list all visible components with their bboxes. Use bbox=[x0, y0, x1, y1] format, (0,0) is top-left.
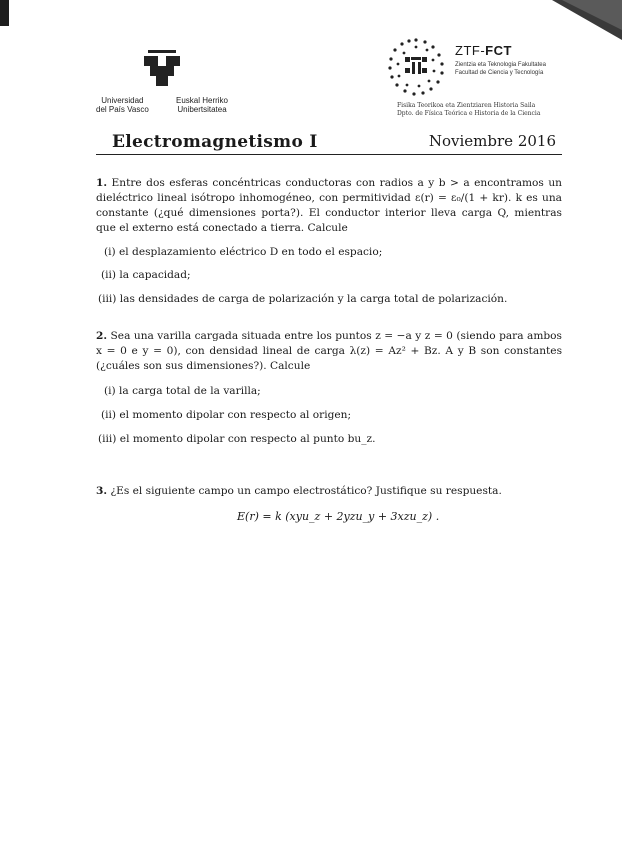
university-name-es: Universidad del País Vasco bbox=[96, 96, 149, 114]
exam-date: Noviembre 2016 bbox=[428, 132, 556, 150]
problem-2-item: (ii) el momento dipolar con respecto al origen; bbox=[101, 409, 352, 421]
problem-2-item: (iii) el momento dipolar con respecto al punto bu_z. bbox=[98, 433, 376, 445]
problem-1 bbox=[96, 176, 562, 236]
department-name-eu: Fisika Teorikoa eta Zientziaren Historia Saila bbox=[397, 102, 536, 109]
upv-ehu-logo bbox=[96, 50, 228, 114]
faculty-acronym: ZTF-FCT bbox=[455, 43, 512, 58]
problem-2-item: (i) la carga total de la varilla; bbox=[104, 385, 261, 397]
problem-statement: Sea una varilla cargada situada entre los puntos z = −a y z = 0 (siendo para ambos x = 0 e y = 0), con densidad lineal de carga λ(z) = Az² + Bz. A y B son constantes (¿cuáles son sus dimensiones?). Calcule bbox=[96, 330, 562, 372]
problem-1-item: (iii) las densidades de carga de polarización y la carga total de polarización. bbox=[98, 293, 508, 305]
problem-2 bbox=[96, 329, 562, 374]
problem-statement: ¿Es el siguiente campo un campo electrostático? Justifique su respuesta. bbox=[110, 485, 502, 497]
department-name-es: Dpto. de Física Teórica e Historia de la Ciencia bbox=[397, 110, 541, 117]
scan-edge-shadow-left bbox=[0, 0, 9, 26]
faculty-name-es: Facultad de Ciencia y Tecnología bbox=[455, 70, 544, 76]
exam-title: Electromagnetismo I bbox=[112, 132, 318, 152]
exam-title-bar bbox=[96, 130, 562, 155]
electric-field-equation: E(r) = k (xyu_z + 2yzu_y + 3xzu_z) . bbox=[237, 510, 440, 523]
upv-ehu-emblem-icon bbox=[138, 50, 186, 88]
problem-3 bbox=[96, 484, 562, 499]
fct-dotted-circle-icon bbox=[385, 36, 447, 98]
scan-edge-shadow-right bbox=[552, 0, 622, 40]
problem-1-item: (ii) la capacidad; bbox=[101, 269, 191, 281]
faculty-name-eu: Zientzia eta Teknologia Fakultatea bbox=[455, 62, 546, 68]
problem-number: 2. bbox=[96, 330, 108, 342]
problem-statement: Entre dos esferas concéntricas conductoras con radios a y b > a encontramos un dieléctrico lineal isótropo inhomogéneo, con permitividad ε(r) = ε₀/(1 + kr). k es una constante (¿qué dimensiones porta?). El conductor interior lleva carga Q, mientras que el externo está conectado a tierra. Calcule bbox=[96, 177, 562, 234]
problem-1-item: (i) el desplazamiento eléctrico D en todo el espacio; bbox=[104, 246, 383, 258]
problem-number: 3. bbox=[96, 485, 108, 497]
problem-number: 1. bbox=[96, 177, 108, 189]
university-name-eu: Euskal Herriko Unibertsitatea bbox=[175, 96, 228, 114]
